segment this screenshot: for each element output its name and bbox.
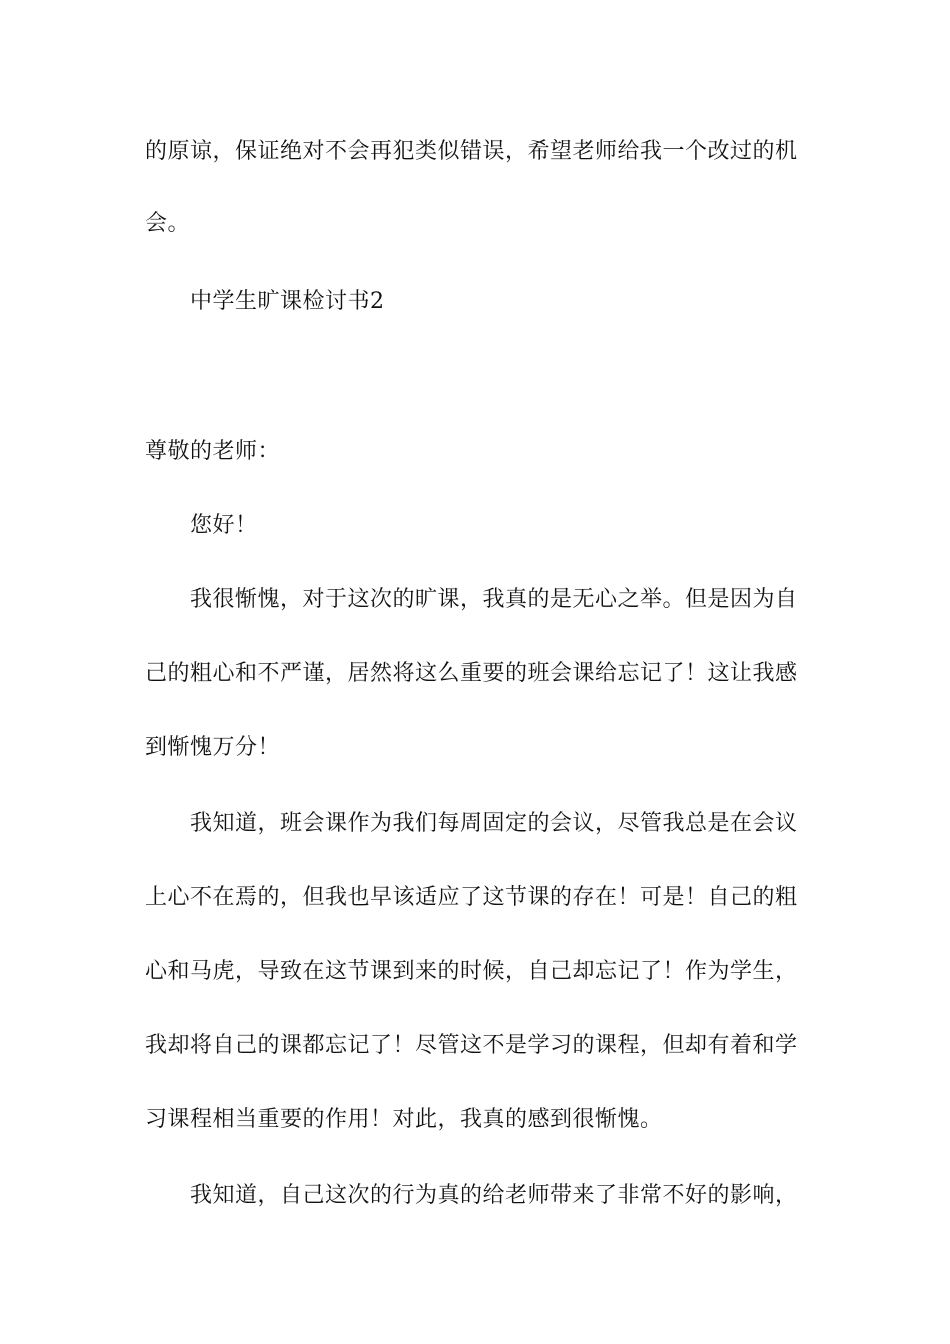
text-line: 我很惭愧，对于这次的旷课，我真的是无心之举。但是因为自 xyxy=(190,587,798,612)
greeting: 您好！ xyxy=(190,513,258,538)
text-line: 到惭愧万分！ xyxy=(145,735,281,760)
text-line: 我知道，自己这次的行为真的给老师带来了非常不好的影响， xyxy=(190,1183,798,1208)
text-line: 我知道，班会课作为我们每周固定的会议，尽管我总是在会议 xyxy=(190,811,798,836)
salutation: 尊敬的老师： xyxy=(145,439,281,464)
text-line: 会。 xyxy=(145,211,191,236)
text-line: 我却将自己的课都忘记了！尽管这不是学习的课程，但却有着和学 xyxy=(145,1033,798,1058)
section-title: 中学生旷课检讨书2 xyxy=(190,289,385,314)
text-line: 上心不在焉的，但我也早该适应了这节课的存在！可是！自己的粗 xyxy=(145,885,798,910)
text-line: 习课程相当重要的作用！对此，我真的感到很惭愧。 xyxy=(145,1107,663,1132)
text-line: 己的粗心和不严谨，居然将这么重要的班会课给忘记了！这让我感 xyxy=(145,661,798,686)
text-line: 的原谅，保证绝对不会再犯类似错误，希望老师给我一个改过的机 xyxy=(145,139,798,164)
text-line: 心和马虎，导致在这节课到来的时候，自己却忘记了！作为学生， xyxy=(145,959,798,984)
